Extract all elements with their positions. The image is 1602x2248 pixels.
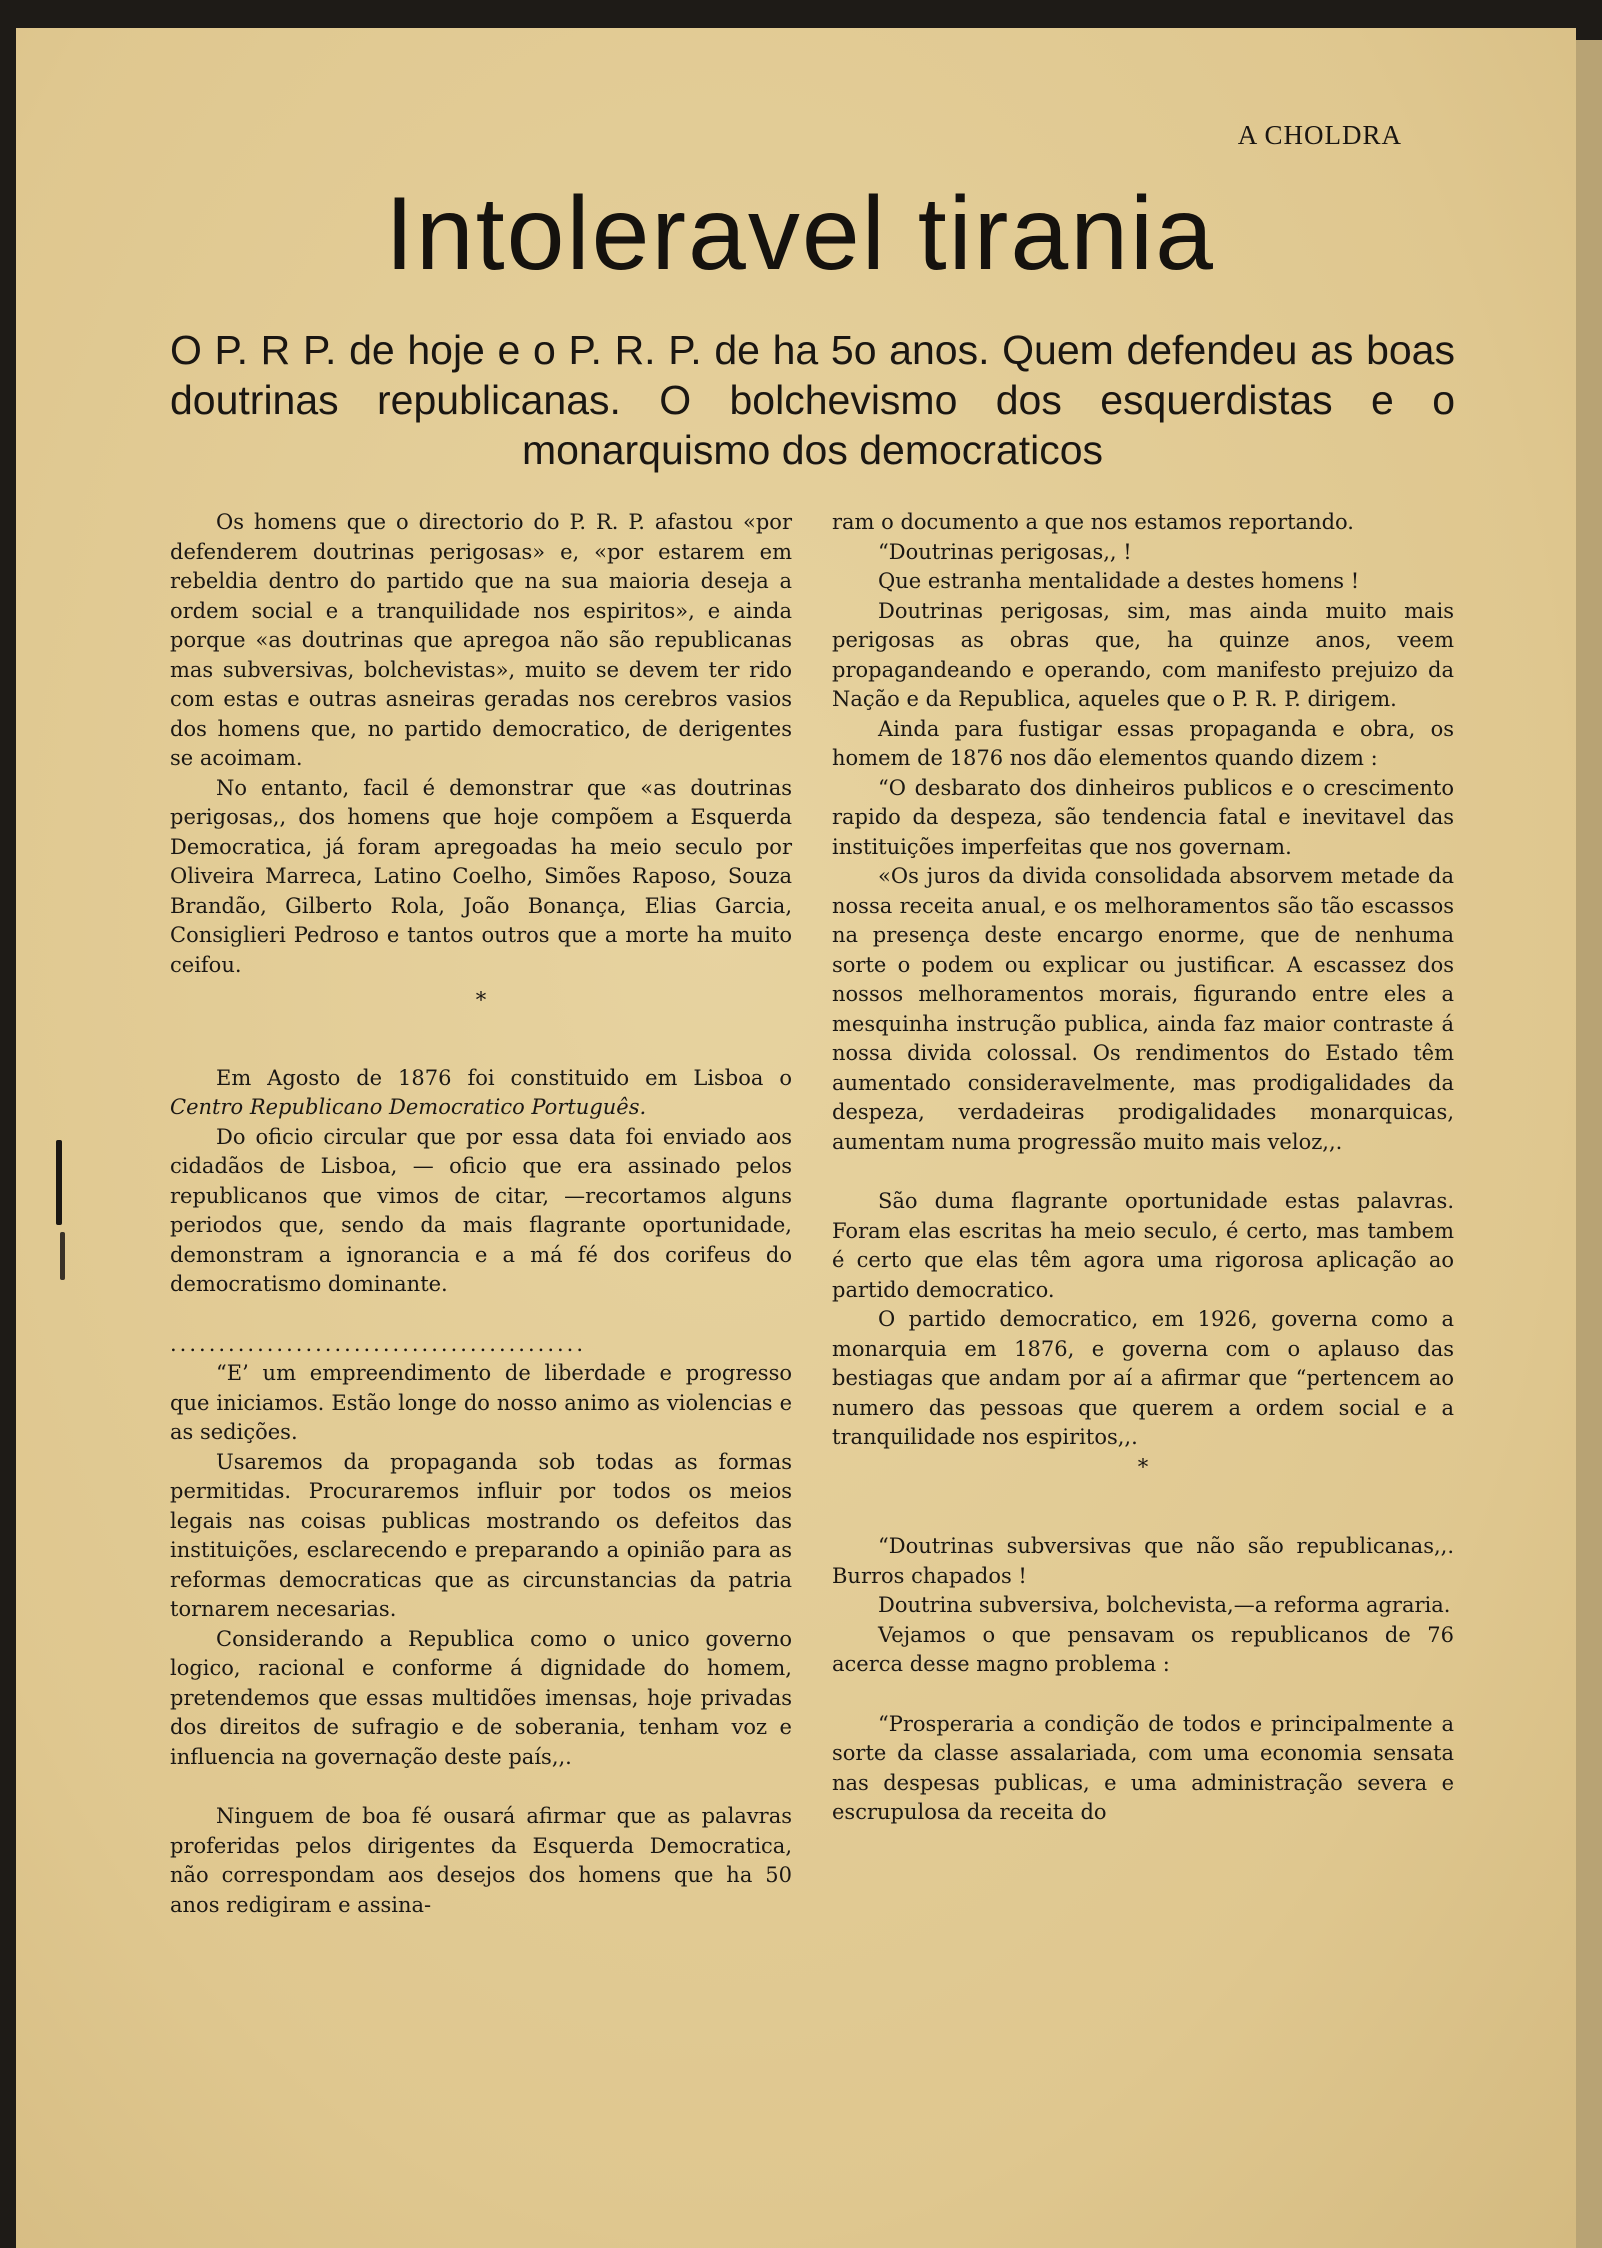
paragraph: «Os juros da divida consolidada absorvem metade da nossa receita anual, e os melhoramentos são tão escassos na presença deste encargo enorme, que de nenhuma sorte o podem ou explicar ou justificar. A escassez dos nossos melhoramentos morais, figurando entre eles a mesquinha instrução publica, ainda faz maior contraste á nossa divida colossal. Os rendimentos do Estado têm aumentado consideravelmente, mas prodigalidades da despeza, verdadeiras prodigalidades monarquicas, aumentam numa progressão muito mais veloz,,. (832, 864, 1454, 1154)
paragraph: O partido democratico, em 1926, governa como a monarquia em 1876, e governa com o aplauso das bestiagas que andam por aí a afirmar que “pertencem ao numero das pessoas que querem a ordem social e a tranquilidade nos espiritos,,. (832, 1307, 1454, 1449)
paragraph: Vejamos o que pensavam os republicanos de 76 acerca desse magno problema : (832, 1622, 1454, 1676)
paragraph: Doutrinas perigosas, sim, mas ainda muito mais perigosas as obras que, ha quinze anos, veem propagandeando e operando, com manifesto prejuizo da Nação e da Republica, aqueles que o P. R. P. dirigem. (832, 598, 1454, 711)
organization-name: Centro Republicano Democratico Português. (170, 1095, 647, 1119)
paragraph: Doutrina subversiva, bolchevista,—a reforma agraria. (878, 1593, 1451, 1617)
paragraph: “E’ um empreendimento de liberdade e progresso que iniciamos. Estão longe do nosso animo as violencias e as sedições. (170, 1361, 792, 1444)
paragraph: No entanto, facil é demonstrar que «as doutrinas perigosas,, dos homens que hoje compõem a Esquerda Democratica, já foram apregoadas ha meio seculo por Oliveira Marreca, Latino Coelho, Simões Raposo, Souza Brandão, Gilberto Rola, João Bonança, Elias Garcia, Consiglieri Pedroso e tantos outros que a morte ha muito ceifou. (170, 775, 792, 977)
paragraph: Os homens que o directorio do P. R. P. afastou «por defenderem doutrinas perigosas» e, «por estarem em rebeldia dentro do partido que na sua maioria deseja a ordem social e a tranquilidade nos espiritos», e ainda porque «as doutrinas que apregoa não são republicanas mas subversivas, bolchevistas», muito se devem ter rido com estas e outras asneiras geradas nos cerebros vasios dos homens que, no partido democratico, de derigentes se acoimam. (170, 510, 792, 770)
paragraph: Ainda para fustigar essas propaganda e obra, os homem de 1876 nos dão elementos quando dizem : (832, 716, 1454, 770)
article-subtitle: O P. R P. de hoje e o P. R. P. de ha 5o anos. Quem defendeu as boas doutrinas republicanas. O bolchevismo dos esquerdistas e o monarquismo dos democraticos (170, 327, 1455, 473)
paragraph: “Prosperaria a condição de todos e principalmente a sorte da classe assalariada, com uma economia sensata nas despesas publicas, e uma administração severa e escrupulosa da receita do (832, 1711, 1454, 1824)
left-column (170, 508, 792, 1920)
ellipsis-separator: ........................................... (170, 1331, 587, 1356)
paragraph-text: Em Agosto de 1876 foi constituido em Lisboa o (216, 1065, 792, 1090)
paragraph: São duma flagrante oportunidade estas palavras. Foram elas escritas ha meio seculo, é certo, mas tambem é certo que elas têm agora uma rigorosa aplicação ao partido democratico. (832, 1189, 1454, 1302)
binding-mark (60, 1232, 65, 1280)
article-title: Intoleravel tirania (385, 176, 1215, 292)
paragraph: Ninguem de boa fé ousará afirmar que as palavras proferidas pelos dirigentes da Esquerda Democratica, não correspondam aos desejos dos homens que ha 50 anos redigiram e assina- (170, 1804, 792, 1917)
paragraph: ram o documento a que nos estamos reportando. (832, 510, 1354, 534)
section-separator: * (1137, 1454, 1149, 1479)
paragraph: “O desbarato dos dinheiros publicos e o crescimento rapido da despeza, são tendencia fatal e inevitavel das instituições imperfeitas que nos governam. (832, 775, 1454, 859)
right-column (832, 508, 1454, 1828)
publication-header: A CHOLDRA (1237, 120, 1402, 150)
paragraph (170, 1064, 792, 1123)
paragraph: “Doutrinas subversivas que não são republicanas,,. Burros chapados ! (832, 1534, 1454, 1588)
binding-mark (56, 1140, 62, 1225)
paragraph: Que estranha mentalidade a destes homens ! (878, 569, 1360, 593)
paragraph: “Doutrinas perigosas,, ! (878, 539, 1132, 564)
paragraph: Usaremos da propaganda sob todas as formas permitidas. Procuraremos influir por todos os meios legais nas coisas publicas mostrando os defeitos das instituições, esclarecendo e preparando a opinião para as reformas democraticas que as circunstancias da patria tornarem necesarias. (170, 1449, 792, 1621)
paragraph: Considerando a Republica como o unico governo logico, racional e conforme á dignidade do homem, pretendemos que essas multidões imensas, hoje privadas dos direitos de sufragio e de soberania, tenham voz e influencia na governação deste país,,. (170, 1626, 792, 1769)
section-separator: * (475, 988, 487, 1012)
paragraph: Do oficio circular que por essa data foi enviado aos cidadãos de Lisboa, — oficio que era assinado pelos republicanos que vimos de citar, —recortamos alguns periodos que, sendo da mais flagrante oportunidade, demonstram a ignorancia e a má fé dos corifeus do democratismo dominante. (170, 1124, 792, 1296)
